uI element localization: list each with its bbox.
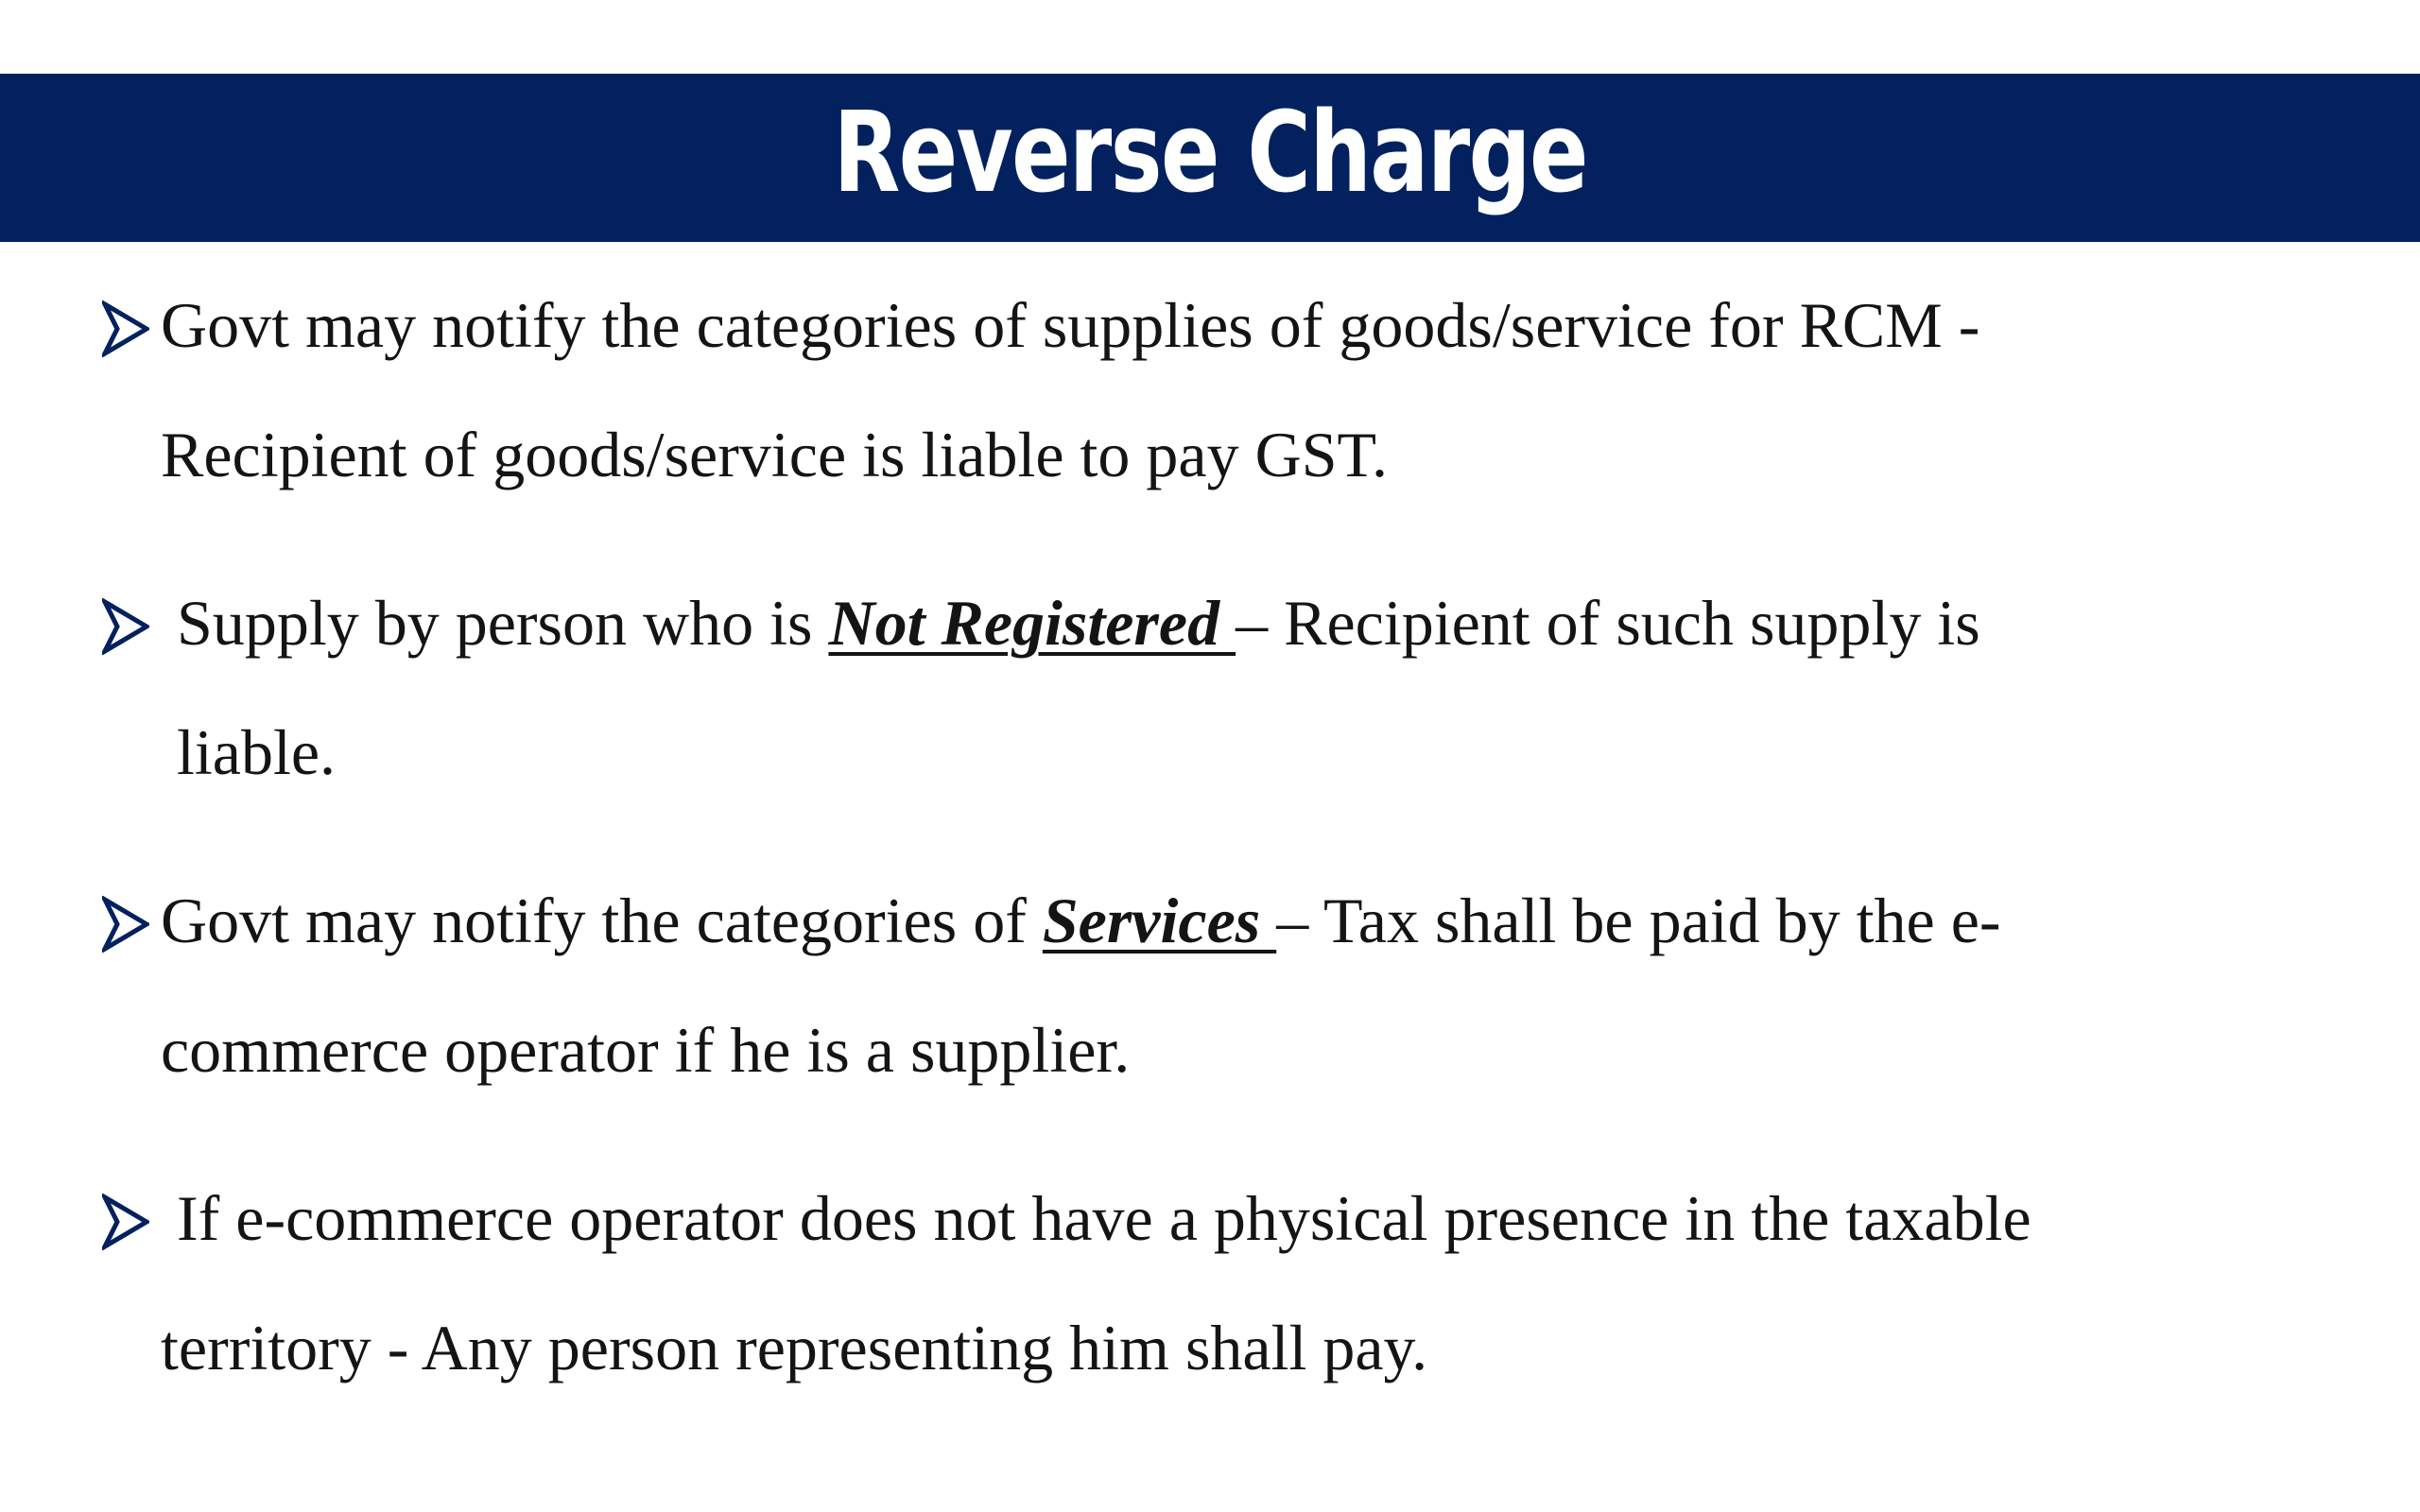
arrowhead-bullet-icon: [102, 598, 149, 655]
bullet-text-line: territory - Any person representing him shall pay.: [161, 1312, 1428, 1383]
bullet-text-line: commerce operator if he is a supplier.: [161, 1014, 1131, 1086]
bullet-text: Supply by person who is: [177, 587, 829, 659]
emphasis-text: Not Registered: [828, 587, 1236, 659]
bullet-text-line: If e-commerce operator does not have a physical presence in the taxable: [177, 1182, 2031, 1254]
bullet-text-line: Recipient of goods/service is liable to pay GST.: [161, 419, 1389, 490]
slide-title: Reverse Charge: [833, 87, 1587, 217]
arrowhead-bullet-icon: [102, 301, 149, 357]
bullet-text-line: Govt may notify the categories of supplies of goods/service for RCM -: [161, 289, 1980, 361]
bullet-text-line: liable.: [177, 716, 337, 788]
arrowhead-bullet-icon: [102, 896, 149, 953]
bullet-text: – Tax shall be paid by the e-: [1276, 885, 2001, 956]
arrowhead-bullet-icon: [102, 1194, 149, 1250]
emphasis-text: Services: [1042, 885, 1277, 956]
bullet-text-line: [177, 587, 1980, 659]
bullet-text-line: [161, 885, 2001, 956]
bullet-text: – Recipient of such supply is: [1236, 587, 1980, 659]
bullet-text: Govt may notify the categories of: [161, 885, 1043, 956]
